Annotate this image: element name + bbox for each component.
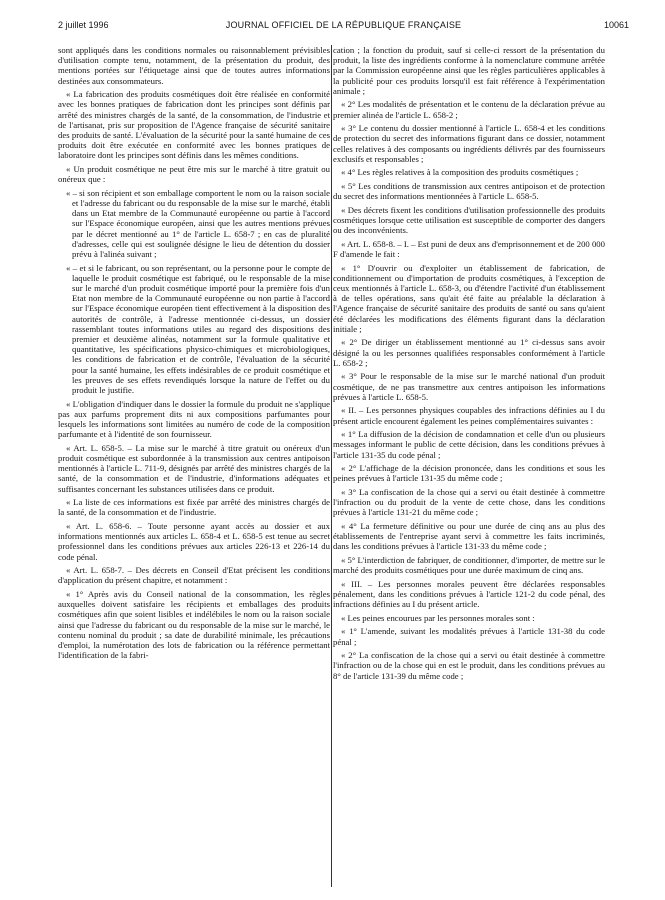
paragraph: « 4° Les règles relatives à la composition des produits cosmétiques ; xyxy=(341,167,579,178)
paragraph: « 2° L'affichage de la décision prononcée, dans les conditions et sous les peines prévues à l'article 131-35 du même code ; xyxy=(333,463,605,484)
paragraph: « Des décrets fixent les conditions d'utilisation professionnelle des produits cosmétiques lorsque cette utilisation est susceptible de comporter des dangers ou des inconvénients. xyxy=(333,204,605,236)
article-paragraph: « Art. L. 658-6. – Toute personne ayant accès au dossier et aux informations mentionnés aux articles L. 658-4 et L. 658-5 est tenue au secret professionnel dans les conditions prévues aux articles 226-13 et 226-14 du code pénal. xyxy=(58,521,330,562)
paragraph: « Un produit cosmétique ne peut être mis sur le marché à titre gratuit ou onéreux que : xyxy=(58,164,330,185)
right-column xyxy=(333,45,605,887)
paragraph: « 2° Les modalités de présentation et le contenu de la déclaration prévue au premier alinéa de l'article L. 658-2 ; xyxy=(333,99,605,120)
page-number: 10061 xyxy=(603,20,629,30)
article-paragraph: « Art. L. 658-5. – La mise sur le marché à titre gratuit ou onéreux d'un produit cosmétique est subordonnée à la transmission aux centres antipoison mentionnés à l'article L. 711-9, désignés par arrêté des ministres chargés de la santé, de la consommation et de l'industrie, d'informations adéquates et suffisantes concernant les substances utilisées dans ce produit. xyxy=(58,442,330,494)
paragraph: sont appliqués dans les conditions normales ou raisonnablement prévisibles d'utilisation compte tenu, notamment, de la présentation du produit, des mentions portées sur l'étiquetage ainsi que de toutes autres informations destinées aux consommateurs. xyxy=(58,45,330,86)
paragraph: « 3° Pour le responsable de la mise sur le marché national d'un produit cosmétique, de ne pas transmettre aux centres antipoison les informations prévues à l'article L. 658-5. xyxy=(333,371,605,402)
paragraph: « 5° L'interdiction de fabriquer, de conditionner, d'importer, de mettre sur le marché des produits cosmétiques pour une durée maximum de cinq ans. xyxy=(333,555,605,576)
paragraph: « III. – Les personnes morales peuvent être déclarées responsables pénalement, dans les conditions prévues à l'article 121-2 du code pénal, des infractions définies au I du présent article. xyxy=(333,578,605,610)
list-item: « – et si le fabricant, ou son représentant, ou la personne pour le compte de laquelle le produit cosmétique est fabriqué, ou le responsable de la mise sur le marché d'un produit cosmétique importé pour la première fois d'un Etat non membre de la Communauté européenne ou non partie à l'accord sur l'Espace économique européen tient effectivement à la disposition des autorités de contrôle, à l'adresse mentionnée ci-dessus, un dossier rassemblant toutes informations utiles au regard des dispositions des premier et deuxième alinéas, notamment sur la formule qualitative et quantitative, les spécifications physico-chimiques et microbiologiques, les conditions de fabrication et de contrôle, l'évaluation de la sécurité pour la santé humaine, les effets indésirables de ce produit cosmétique et les preuves de ses effets revendiqués lorsque la nature de l'effet ou du produit le justifie. xyxy=(66,262,330,396)
page-header xyxy=(58,20,629,34)
paragraph: « 1° D'ouvrir ou d'exploiter un établissement de fabrication, de conditionnement ou d'importation de produits cosmétiques, à l'exception de ceux mentionnés à l'article L. 658-3, ou d'étendre l'activité d'un établissement à de telles opérations, sans qu'ait été faite au préalable la déclaration à l'Agence française de sécurité sanitaire des produits de santé ou sans qu'aient été déclarées les modifications des éléments figurant dans la déclaration initiale ; xyxy=(333,262,605,334)
paragraph: « 3° La confiscation de la chose qui a servi ou était destinée à commettre l'infraction ou du produit de la vente de cette chose, dans les conditions prévues à l'article 131-21 du même code ; xyxy=(333,487,605,518)
article-paragraph: « Art. L. 658-8. – I. – Est puni de deux ans d'emprisonnement et de 200 000 F d'amende le fait : xyxy=(333,238,605,259)
paragraph: « La liste de ces informations est fixée par arrêté des ministres chargés de la santé, de la consommation et de l'industrie. xyxy=(58,497,330,518)
paragraph: « 2° La confiscation de la chose qui a servi ou était destinée à commettre l'infraction ou de la chose qui en est le produit, dans les conditions prévues au 8° de l'article 131-39 du même code ; xyxy=(333,650,605,681)
paragraph: « II. – Les personnes physiques coupables des infractions définies au I du présent article encourent également les peines complémentaires suivantes : xyxy=(333,405,605,426)
paragraph: « 2° De diriger un établissement mentionné au 1° ci-dessus sans avoir désigné la ou les personnes qualifiées responsables conformément à l'article L. 658-2 ; xyxy=(333,337,605,368)
paragraph: « L'obligation d'indiquer dans le dossier la formule du produit ne s'applique pas aux parfums proprement dits ni aux compositions parfumantes pour lesquels les informations sont limitées au numéro de code de la composition parfumante et à l'identité de son fournisseur. xyxy=(58,398,330,440)
article-paragraph: « Art. L. 658-7. – Des décrets en Conseil d'Etat précisent les conditions d'application du présent chapitre, et notamment : xyxy=(58,565,330,586)
left-column xyxy=(58,45,330,887)
paragraph: « 5° Les conditions de transmission aux centres antipoison et de protection du secret des informations mentionnées à l'article L. 658-5. xyxy=(333,181,605,202)
paragraph: « La fabrication des produits cosmétiques doit être réalisée en conformité avec les bonnes pratiques de fabrication dont les principes sont définis par arrêté des ministres chargés de la santé, de la consommation, de l'industrie et de l'artisanat, pris sur proposition de l'Agence française de sécurité sanitaire des produits de santé. L'évaluation de la sécurité pour la santé humaine de ces produits doit être exécutée en conformité avec les bonnes pratiques de laboratoire dont les principes sont définis dans les mêmes conditions. xyxy=(58,89,330,161)
paragraph: cation ; la fonction du produit, sauf si celle-ci ressort de la présentation du produit, la liste des ingrédients conforme à la nomenclature commune arrêtée par la Commission européenne ainsi que les règles particulières applicables à la publicité pour ces produits lorsqu'il est fait référence à l'expérimentation animale ; xyxy=(333,45,605,96)
paragraph: « 1° Après avis du Conseil national de la consommation, les règles auxquelles doivent satisfaire les récipients et emballages des produits cosmétiques afin que soient lisibles et indélébiles le nom ou la raison sociale ainsi que l'adresse du fabricant ou du responsable de la mise sur le marché, le contenu nominal du produit ; sa date de durabilité minimale, les précautions d'emploi, la numérotation des lots de fabrication ou la référence permettant l'identification de la fabri- xyxy=(58,589,330,661)
journal-title: JOURNAL OFFICIEL DE LA RÉPUBLIQUE FRANÇAISE xyxy=(225,20,462,30)
paragraph: « 1° La diffusion de la décision de condamnation et celle d'un ou plusieurs messages informant le public de cette décision, dans les conditions prévues à l'article 131-35 du code pénal ; xyxy=(333,429,605,460)
list-item: « – si son récipient et son emballage comportent le nom ou la raison sociale et l'adresse du fabricant ou du responsable de la mise sur le marché, établi dans un Etat membre de la Communauté européenne ou partie à l'accord sur l'Espace économique européen, ainsi que les autres mentions prévues par le décret mentionné au 1° de l'article L. 658-7 ; en cas de pluralité d'adresses, celle qui est soulignée désigne le lieu de détention du dossier prévu à l'alinéa suivant ; xyxy=(66,187,330,260)
paragraph: « 4° La fermeture définitive ou pour une durée de cinq ans au plus des établissements de l'entreprise ayant servi à commettre les faits incriminés, dans les conditions prévues à l'article 131-33 du même code ; xyxy=(333,521,605,552)
paragraph: « 3° Le contenu du dossier mentionné à l'article L. 658-4 et les conditions de protection du secret des informations figurant dans ce dossier, notamment celles relatives à des composants ou ingrédients délivrés par des fournisseurs exclusifs et responsables ; xyxy=(333,123,605,164)
paragraph: « 1° L'amende, suivant les modalités prévues à l'article 131-38 du code pénal ; xyxy=(333,626,605,647)
header-date: 2 juillet 1996 xyxy=(58,20,109,30)
paragraph: « Les peines encourues par les personnes morales sont : xyxy=(341,612,535,623)
column-divider xyxy=(331,45,332,887)
